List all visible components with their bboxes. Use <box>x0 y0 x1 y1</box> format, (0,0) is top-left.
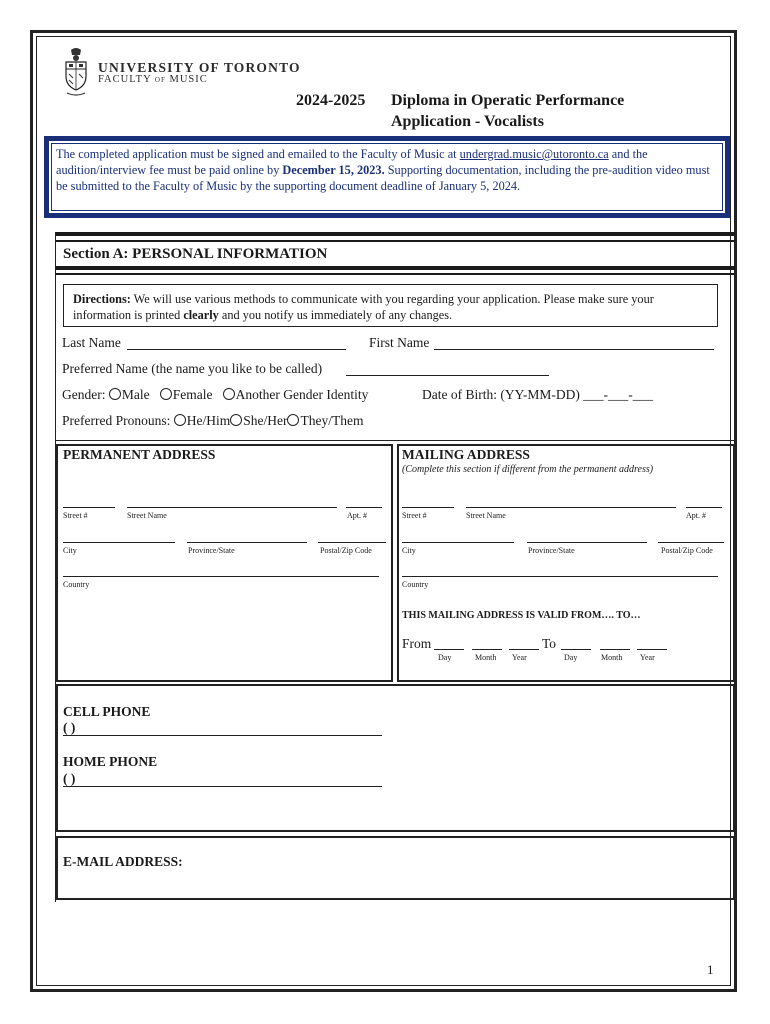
last-name-field[interactable] <box>127 349 346 350</box>
email-address-label: E-MAIL ADDRESS: <box>63 854 183 869</box>
faculty-email-link[interactable]: undergrad.music@utoronto.ca <box>459 147 609 161</box>
mailing-address-box <box>397 444 735 682</box>
gender-another-radio[interactable] <box>223 388 235 400</box>
mailing-address-title: MAILING ADDRESS <box>402 447 530 462</box>
mail-street-name-label: Street Name <box>466 511 506 520</box>
gender-row: Gender: Male Female Another Gender Identity <box>62 387 369 402</box>
to-year-label: Year <box>640 653 655 662</box>
mail-country-label: Country <box>402 580 429 589</box>
mail-apt-field[interactable] <box>686 507 722 508</box>
mailing-validity-label: THIS MAILING ADDRESS IS VALID FROM…. TO… <box>402 610 641 621</box>
from-month-label: Month <box>475 653 497 662</box>
home-phone-field[interactable] <box>63 786 382 787</box>
date-of-birth-field[interactable]: Date of Birth: (YY-MM-DD) ___-___-___ <box>422 387 653 402</box>
perm-street-name-label: Street Name <box>127 511 167 520</box>
logo-university-name: UNIVERSITY OF TORONTO <box>98 60 301 75</box>
section-divider-bar <box>55 240 735 242</box>
page-number: 1 <box>707 962 714 977</box>
valid-from-month-field[interactable] <box>472 649 502 650</box>
valid-from-year-field[interactable] <box>509 649 539 650</box>
mail-apt-label: Apt. # <box>686 511 706 520</box>
home-area-code: ( ) <box>63 771 76 786</box>
first-name-label: First Name <box>369 335 430 350</box>
valid-to-label: To <box>542 636 557 651</box>
valid-from-label: From <box>402 636 432 651</box>
valid-from-day-field[interactable] <box>434 649 464 650</box>
perm-street-name-field[interactable] <box>127 507 337 508</box>
mail-province-field[interactable] <box>527 542 647 543</box>
mail-postal-label: Postal/Zip Code <box>661 546 713 555</box>
valid-to-day-field[interactable] <box>561 649 591 650</box>
cell-phone-field[interactable] <box>63 735 382 736</box>
valid-to-year-field[interactable] <box>637 649 667 650</box>
from-year-label: Year <box>512 653 527 662</box>
preferred-name-label: Preferred Name (the name you like to be called) <box>62 361 323 376</box>
application-year: 2024-2025 <box>296 92 366 109</box>
submission-notice-box <box>44 136 730 218</box>
phone-box <box>56 684 735 832</box>
perm-postal-field[interactable] <box>318 542 386 543</box>
application-title: Diploma in Operatic Performance <box>391 92 625 109</box>
mail-street-name-field[interactable] <box>466 507 676 508</box>
section-divider-bar <box>55 232 735 236</box>
pronouns-row: Preferred Pronouns: He/Him She/Her They/Them <box>62 413 364 428</box>
perm-street-number-label: Street # <box>63 511 88 520</box>
university-crest-icon <box>63 46 89 98</box>
preferred-name-field[interactable] <box>346 375 549 376</box>
section-divider-bar <box>55 273 735 275</box>
directions-text: Directions: We will use various methods to communicate with you regarding your application. Please make sure your information is printed clearly and you notify us immediately of any changes. <box>73 292 654 322</box>
valid-to-month-field[interactable] <box>600 649 630 650</box>
to-day-label: Day <box>564 653 578 662</box>
application-subtitle: Application - Vocalists <box>391 113 544 130</box>
pronoun-she-radio[interactable] <box>230 414 242 426</box>
perm-city-label: City <box>63 546 77 555</box>
cell-phone-label: CELL PHONE <box>63 704 151 719</box>
from-day-label: Day <box>438 653 452 662</box>
logo-faculty-name: FACULTY OF MUSIC <box>98 74 208 85</box>
cell-area-code: ( ) <box>63 720 76 735</box>
section-divider-bar <box>55 266 735 270</box>
mail-street-number-label: Street # <box>402 511 427 520</box>
perm-apt-label: Apt. # <box>347 511 367 520</box>
mail-street-number-field[interactable] <box>402 507 454 508</box>
perm-postal-label: Postal/Zip Code <box>320 546 372 555</box>
last-name-label: Last Name <box>62 335 121 350</box>
permanent-address-box <box>56 444 393 682</box>
submission-notice-text: The completed application must be signed and emailed to the Faculty of Music at undergrad.music@utoronto.ca and the audition/interview fee must be paid online by December 15, 2023. Supporting documentation, including the pre-audition video must be submitted to the Faculty of Music by the supporting document deadline of January 5, 2024. <box>56 147 710 193</box>
perm-country-label: Country <box>63 580 90 589</box>
mail-country-field[interactable] <box>402 576 718 577</box>
mail-city-label: City <box>402 546 416 555</box>
to-month-label: Month <box>601 653 623 662</box>
mail-city-field[interactable] <box>402 542 514 543</box>
gender-female-radio[interactable] <box>160 388 172 400</box>
perm-city-field[interactable] <box>63 542 175 543</box>
perm-province-label: Province/State <box>188 546 235 555</box>
pronoun-they-radio[interactable] <box>287 414 299 426</box>
pronoun-he-radio[interactable] <box>174 414 186 426</box>
section-a-title: Section A: PERSONAL INFORMATION <box>63 246 328 262</box>
mail-province-label: Province/State <box>528 546 575 555</box>
perm-province-field[interactable] <box>187 542 307 543</box>
mail-postal-field[interactable] <box>658 542 724 543</box>
perm-country-field[interactable] <box>63 576 379 577</box>
perm-apt-field[interactable] <box>346 507 382 508</box>
divider <box>55 440 735 441</box>
gender-male-radio[interactable] <box>109 388 121 400</box>
perm-street-number-field[interactable] <box>63 507 115 508</box>
first-name-field[interactable] <box>434 349 714 350</box>
mailing-address-subtitle: (Complete this section if different from the permanent address) <box>402 464 654 475</box>
permanent-address-title: PERMANENT ADDRESS <box>63 447 216 462</box>
home-phone-label: HOME PHONE <box>63 754 158 769</box>
